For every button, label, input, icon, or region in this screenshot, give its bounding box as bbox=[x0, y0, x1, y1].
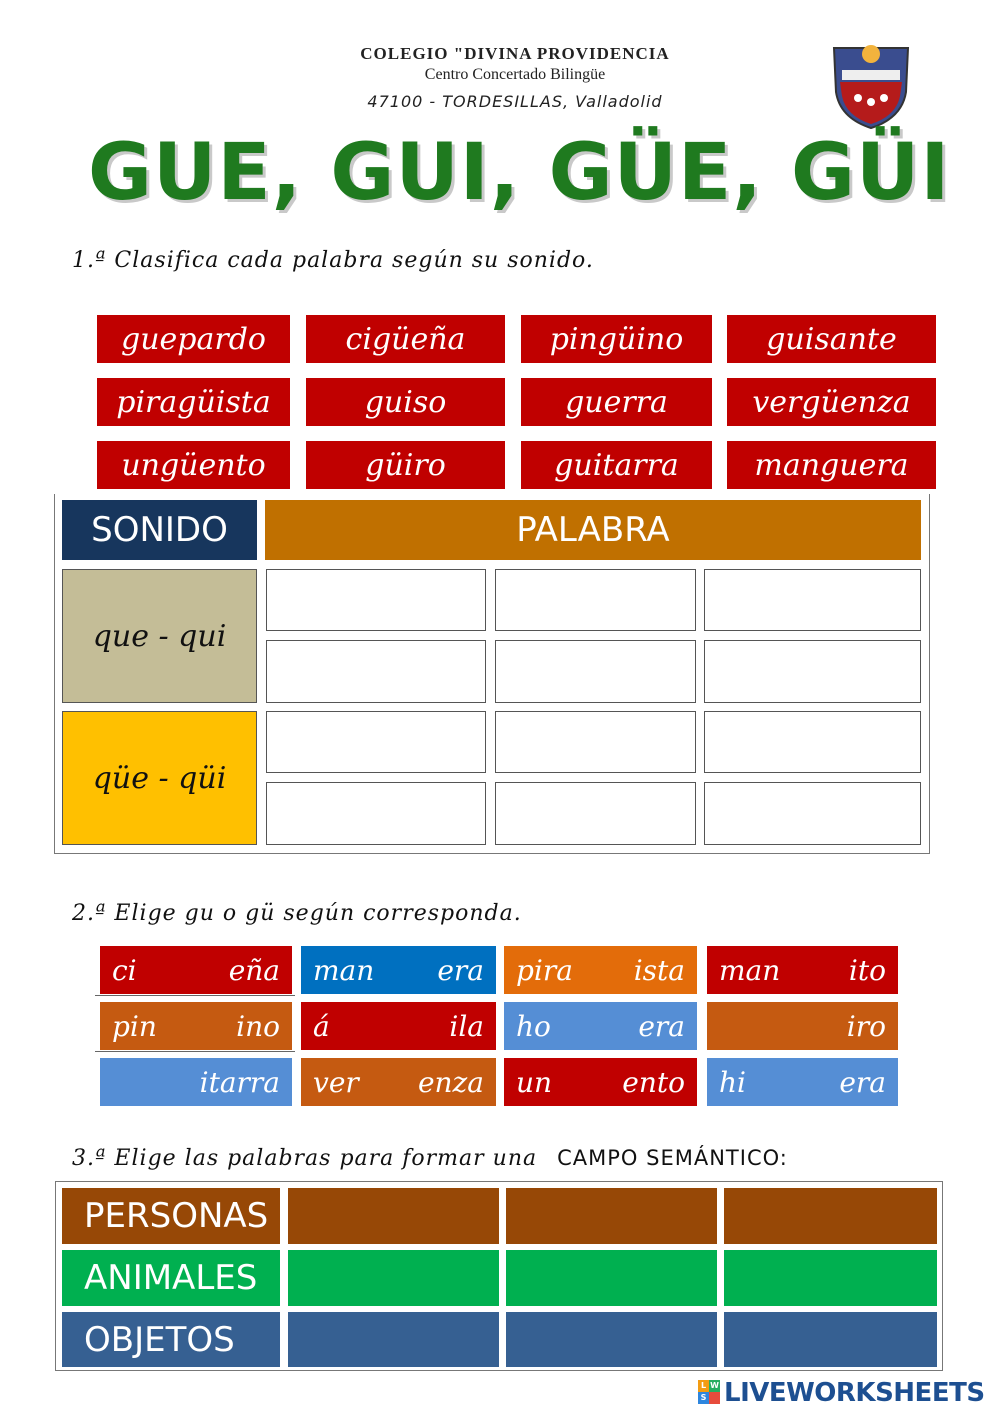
answer-cell[interactable] bbox=[704, 711, 921, 773]
word-tile[interactable]: piragüista bbox=[97, 378, 290, 426]
fill-tile-right: enza bbox=[417, 1065, 484, 1099]
fill-tile[interactable] bbox=[301, 1002, 496, 1050]
word-tile[interactable]: ungüento bbox=[97, 441, 290, 489]
word-tile[interactable]: guepardo bbox=[97, 315, 290, 363]
divider bbox=[95, 1051, 295, 1052]
word-tile[interactable]: guerra bbox=[521, 378, 712, 426]
word-tile[interactable]: güiro bbox=[306, 441, 505, 489]
sound-label-que: que - qui bbox=[62, 569, 257, 703]
school-subtitle: Centro Concertado Bilingüe bbox=[424, 66, 606, 83]
fill-tile-right: eña bbox=[228, 953, 280, 987]
fill-tile-left: ho bbox=[516, 1009, 551, 1043]
fill-tile-right: era bbox=[638, 1009, 685, 1043]
fill-tile-right: ila bbox=[449, 1009, 484, 1043]
fill-tile-left: á bbox=[313, 1009, 330, 1043]
fill-tile-left: pin bbox=[112, 1009, 157, 1043]
sound-label-que-umlaut: qüe - qüi bbox=[62, 711, 257, 845]
fill-tile-right: ino bbox=[236, 1009, 280, 1043]
answer-cell[interactable] bbox=[266, 782, 486, 845]
fill-tile[interactable] bbox=[100, 1002, 292, 1050]
fill-tile[interactable] bbox=[504, 1058, 697, 1106]
school-name: COLEGIO "DIVINA PROVIDENCIA bbox=[360, 44, 670, 63]
semantic-cell[interactable] bbox=[724, 1188, 937, 1244]
fill-tile-right: itarra bbox=[199, 1065, 280, 1099]
word-header: PALABRA bbox=[265, 500, 921, 560]
page-title: GUE, GUI, GÜE, GÜI bbox=[88, 128, 951, 218]
fill-tile[interactable] bbox=[100, 1058, 292, 1106]
word-tile[interactable]: guitarra bbox=[521, 441, 712, 489]
exercise1-instruction: 1.ª Clasifica cada palabra según su sonido. bbox=[72, 248, 594, 273]
word-tile[interactable]: guisante bbox=[727, 315, 936, 363]
logo-square bbox=[709, 1392, 720, 1404]
semantic-cell[interactable] bbox=[506, 1250, 717, 1306]
answer-cell[interactable] bbox=[266, 711, 486, 773]
answer-cell[interactable] bbox=[704, 640, 921, 703]
word-tile[interactable]: guiso bbox=[306, 378, 505, 426]
answer-cell[interactable] bbox=[495, 569, 696, 631]
school-crest bbox=[828, 40, 914, 130]
fill-tile-right: era bbox=[839, 1065, 886, 1099]
word-tile[interactable]: manguera bbox=[727, 441, 936, 489]
exercise3-instruction bbox=[72, 1146, 788, 1171]
answer-cell[interactable] bbox=[704, 569, 921, 631]
fill-tile[interactable] bbox=[504, 946, 697, 994]
exercise3-instruction-prefix: 3.ª Elige las palabras para formar una bbox=[72, 1146, 538, 1171]
answer-cell[interactable] bbox=[704, 782, 921, 845]
fill-tile-left: ci bbox=[112, 953, 137, 987]
fill-tile-right: ento bbox=[622, 1065, 685, 1099]
semantic-cell[interactable] bbox=[724, 1250, 937, 1306]
word-tile[interactable]: cigüeña bbox=[306, 315, 505, 363]
fill-tile-right: iro bbox=[846, 1009, 886, 1043]
semantic-label-personas: PERSONAS bbox=[62, 1188, 280, 1244]
semantic-label-animales: ANIMALES bbox=[62, 1250, 280, 1306]
fill-tile-right: era bbox=[437, 953, 484, 987]
answer-cell[interactable] bbox=[495, 782, 696, 845]
fill-tile-left: ver bbox=[313, 1065, 359, 1099]
semantic-cell[interactable] bbox=[288, 1312, 499, 1367]
liveworksheets-brand: LIVEWORKSHEETS bbox=[724, 1378, 985, 1408]
logo-letter: W bbox=[710, 1381, 719, 1390]
semantic-cell[interactable] bbox=[288, 1250, 499, 1306]
semantic-label-objetos: OBJETOS bbox=[62, 1312, 280, 1367]
fill-tile[interactable] bbox=[707, 946, 898, 994]
fill-tile[interactable] bbox=[504, 1002, 697, 1050]
word-tile[interactable]: pingüino bbox=[521, 315, 712, 363]
fill-tile-left: man bbox=[313, 953, 375, 987]
divider bbox=[95, 995, 295, 996]
fill-tile-left: pira bbox=[516, 953, 573, 987]
liveworksheets-logo bbox=[698, 1380, 720, 1404]
word-tile[interactable]: vergüenza bbox=[727, 378, 936, 426]
logo-letter: S bbox=[698, 1392, 709, 1404]
exercise3-instruction-suffix: CAMPO SEMÁNTICO: bbox=[557, 1146, 788, 1170]
semantic-cell[interactable] bbox=[506, 1312, 717, 1367]
fill-tile[interactable] bbox=[707, 1058, 898, 1106]
fill-tile-right: ito bbox=[848, 953, 886, 987]
fill-tile[interactable] bbox=[301, 1058, 496, 1106]
semantic-cell[interactable] bbox=[506, 1188, 717, 1244]
fill-tile[interactable] bbox=[100, 946, 292, 994]
exercise2-instruction: 2.ª Elige gu o gü según corresponda. bbox=[72, 901, 522, 926]
semantic-cell[interactable] bbox=[288, 1188, 499, 1244]
sound-header: SONIDO bbox=[62, 500, 257, 560]
fill-tile-left: man bbox=[719, 953, 781, 987]
answer-cell[interactable] bbox=[495, 640, 696, 703]
answer-cell[interactable] bbox=[266, 640, 486, 703]
fill-tile[interactable] bbox=[301, 946, 496, 994]
answer-cell[interactable] bbox=[495, 711, 696, 773]
semantic-cell[interactable] bbox=[724, 1312, 937, 1367]
fill-tile-left: hi bbox=[719, 1065, 746, 1099]
logo-letter: L bbox=[698, 1380, 709, 1392]
answer-cell[interactable] bbox=[266, 569, 486, 631]
fill-tile-right: ista bbox=[633, 953, 685, 987]
fill-tile-left: un bbox=[516, 1065, 553, 1099]
fill-tile[interactable] bbox=[707, 1002, 898, 1050]
school-address: 47100 - TORDESILLAS, Valladolid bbox=[367, 92, 663, 111]
